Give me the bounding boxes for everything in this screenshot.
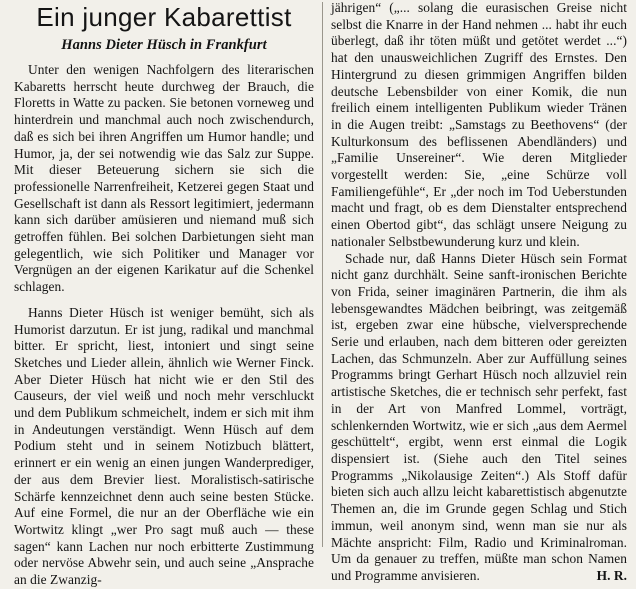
- right-paragraph-1: jährigen“ („... solang die eurasischen Greise nicht selbst die Knarre in der Hand nehmen ... habt ihr euch überlegt, daß ihr töten müßt und getötet werdet ...“) hat den unausweichlichen Zugriff des Ernstes. Den Hintergrund zu diesen grimmigen Angriffen bilden deutsche Lebensbilder von einer Komik, die nun freilich einem intelligenten Publikum wieder Tränen in die Augen treibt: „Samstags zu Beethovens“ (der Kulturkonsum des beflissenen Abendländers) und „Familie Unsereiner“. Wie deren Mitglieder vorgestellt werden: Sie, „eine Schürze voll Familiengefühle“, Er „der noch im Tod Ueberstunden macht und fragt, ob es dem Dienstalter entsprechend einen Obertod gibt“, das schlägt unsere Neigung zu nationaler Selbstbewunderung kurz und klein.: [331, 0, 627, 249]
- right-column: [331, 0, 627, 585]
- left-paragraph-2: Hanns Dieter Hüsch ist weniger bemüht, sich als Humorist darzutun. Er ist jung, radikal und manchmal bitter. Er spricht, liest, intoniert und singt seine Sketches und Lieder allein, ähnlich wie Werner Finck. Aber Dieter Hüsch hat nicht wie er den Stil des Causeurs, der viel weiß und noch mehr verschluckt und dem Publikum schmeichelt, indem er sich mit ihm in Andeutungen verständigt. Wenn Hüsch auf dem Podium steht und in seinem Notizbuch blättert, erinnert er ein wenig an einen jungen Wanderprediger, der aus dem Brevier liest. Moralistisch-satirische Schärfe kennzeichnet denn auch seine besten Stücke. Auf eine Formel, die nur an der Oberfläche wie ein Wortwitz klingt „wer Pro sagt muß auch — these sagen“ kann Lachen nur noch erbitterte Zustimmung oder nervöse Abwehr sein, und auch seine „Ansprache an die Zwanzig-: [14, 304, 314, 588]
- right-paragraph-2-text: Schade nur, daß Hanns Dieter Hüsch sein Format nicht ganz durchhält. Seine sanft-ironischen Berichte von Frida, seiner imaginären Partnerin, die ihm als lebensgewandtes Mädchen beibringt, was zeitgemäß ist, ergeben zwar eine hübsche, vielversprechende Serie und erlauben, nach dem bitteren oder gereizten Lachen, das Schmunzeln. Aber zur Auffüllung seines Programms bringt Gerhart Hüsch noch allzuviel rein artistische Sketches, die er technisch sehr perfekt, fast in der Art von Manfred Lommel, vorträgt, schlenkernden Wortwitz, wie er sich „aus dem Aermel geschüttelt“, ergibt, wenn erst einmal die Logik dispensiert ist. (Siehe auch den Titel seines Programms „Nikolausige Zeiten“.) Als Stoff dafür bieten sich auch allzu leicht kabarettistisch abgenutzte Themen an, die im Grunde gegen Schlag und Stich immun, weil anonym sind, wenn man sie nur als Mächte anspricht: Film, Radio und Kriminalroman. Um da genauer zu treffen, müßte man schon Namen und Programme anvisieren.: [331, 250, 627, 583]
- article-subheadline: Hanns Dieter Hüsch in Frankfurt: [61, 37, 267, 53]
- article-headline: Ein junger Kabarettist: [36, 2, 292, 32]
- left-column: [14, 2, 314, 589]
- right-paragraph-2: [331, 251, 627, 585]
- column-divider: [322, 2, 323, 547]
- left-paragraph-1: Unter den wenigen Nachfolgern des literarischen Kabaretts herrscht heute durchweg der Brauch, die Floretts in Watte zu packen. Sie betonen vorneweg und hinterdrein und manchmal auch noch zwischendurch, daß es sich bei ihren Angriffen um Humor handle; und Humor, ja, der sei notwendig wie das Salz zur Suppe. Mit dieser Beteuerung sichern sie sich die professionelle Narrenfreiheit, Ketzerei gegen Staat und Gesellschaft ist dann als Ressort legitimiert, jedermann kann sich darüber amüsieren und niemand muß sich getroffen fühlen. Bei solchen Darbietungen sieht man gelegentlich, wie sich Politiker und Manager vor Vergnügen an der eigenen Karikatur auf die Schenkel schlagen.: [14, 62, 314, 295]
- author-signature: H. R.: [596, 567, 627, 583]
